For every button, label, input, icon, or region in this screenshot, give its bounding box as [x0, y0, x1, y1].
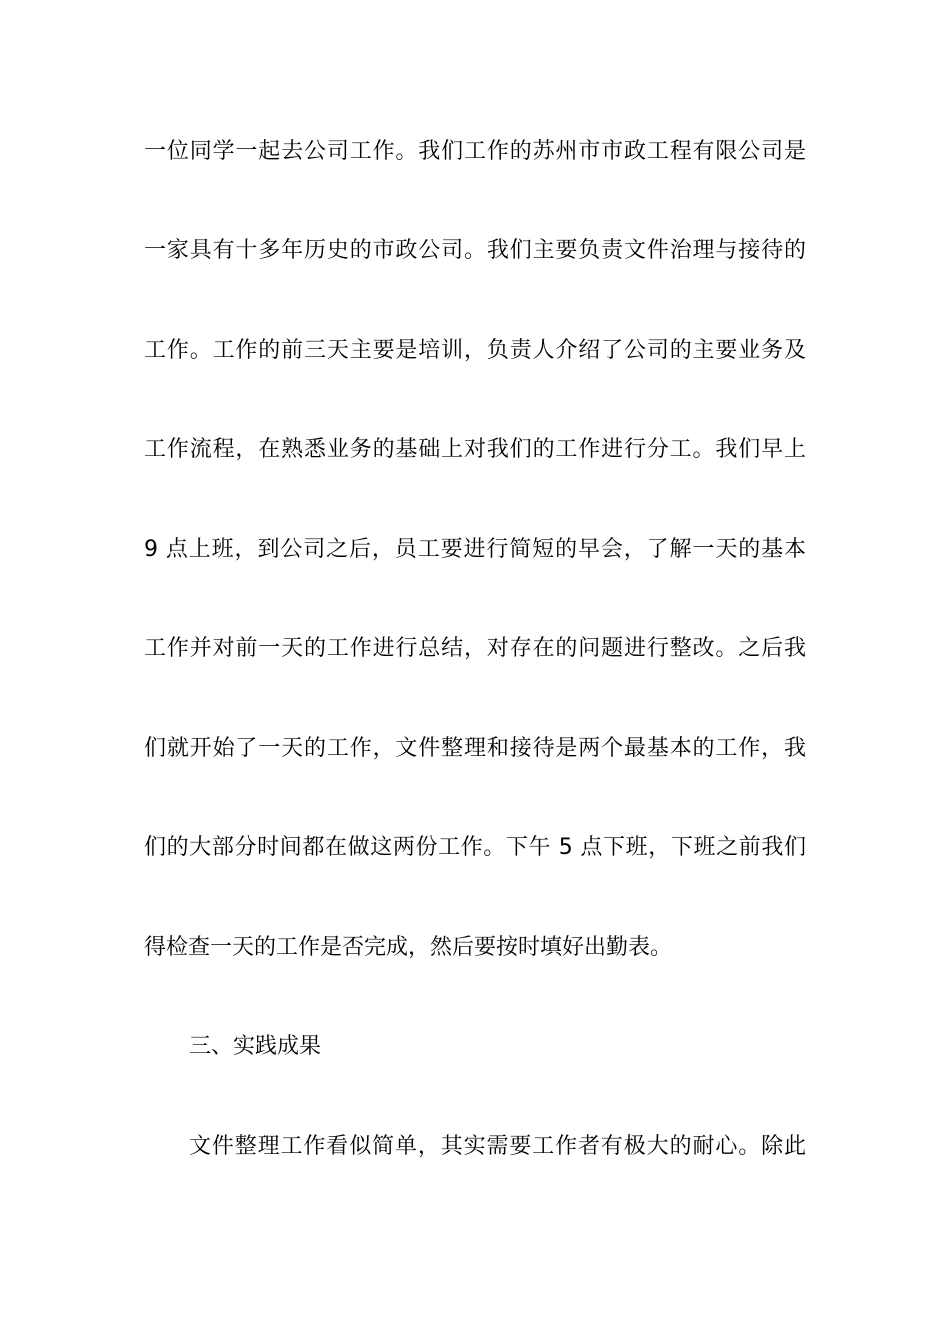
body-line-1: 一位同学一起去公司工作。我们工作的苏州市市政工程有限公司是 — [144, 139, 806, 164]
body-line-6: 工作并对前一天的工作进行总结，对存在的问题进行整改。之后我 — [144, 636, 806, 661]
paragraph-first-line: 文件整理工作看似简单，其实需要工作者有极大的耐心。除此 — [189, 1134, 806, 1159]
body-line-9: 得检查一天的工作是否完成，然后要按时填好出勤表。 — [144, 935, 673, 960]
body-line-7: 们就开始了一天的工作，文件整理和接待是两个最基本的工作，我 — [144, 736, 806, 761]
section-heading: 三、实践成果 — [189, 1034, 322, 1059]
body-line-3: 工作。工作的前三天主要是培训，负责人介绍了公司的主要业务及 — [144, 338, 806, 363]
body-line-4: 工作流程，在熟悉业务的基础上对我们的工作进行分工。我们早上 — [144, 437, 806, 462]
body-line-5: 9 点上班，到公司之后，员工要进行简短的早会，了解一天的基本 — [144, 537, 806, 562]
body-line-2: 一家具有十多年历史的市政公司。我们主要负责文件治理与接待的 — [144, 238, 806, 263]
body-line-8: 们的大部分时间都在做这两份工作。下午 5 点下班，下班之前我们 — [144, 835, 806, 860]
